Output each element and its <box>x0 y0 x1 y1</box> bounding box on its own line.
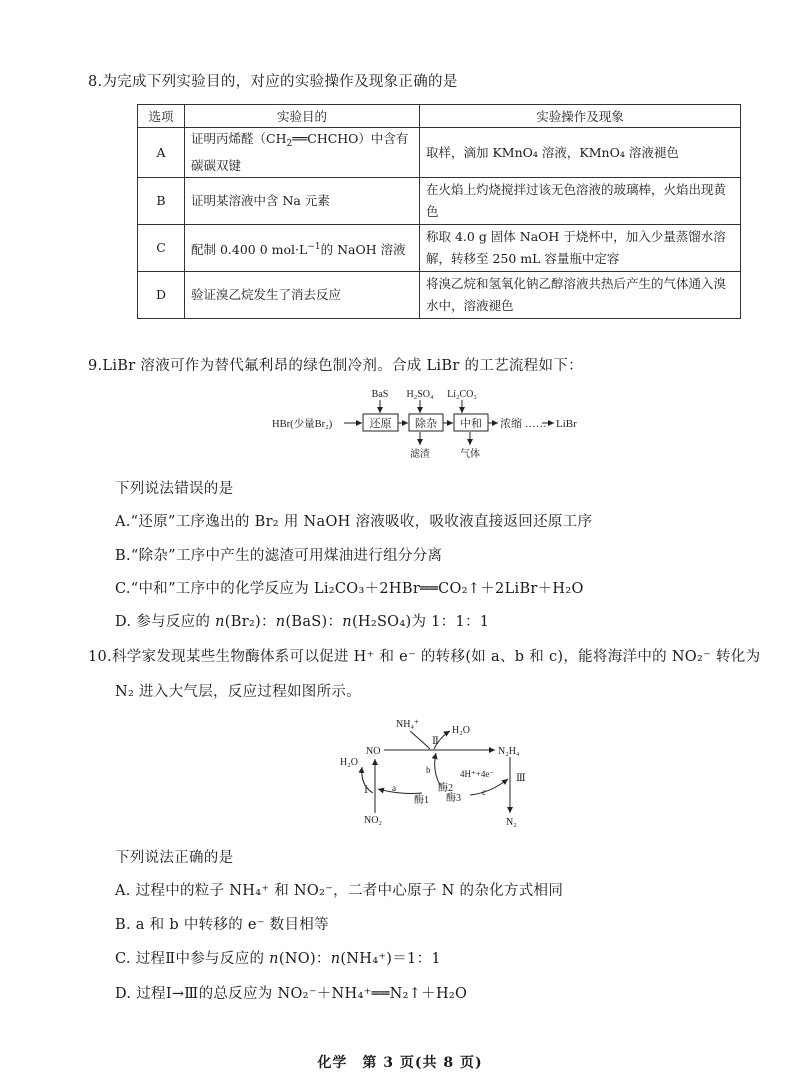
row-label: A <box>138 128 185 178</box>
table-row <box>138 178 741 225</box>
q10-reaction-diagram <box>330 715 550 830</box>
step-1-label: Ⅰ <box>364 785 368 796</box>
q10-option-d: D. 过程Ⅰ→Ⅲ的总反应为 NO₂⁻＋NH₄⁺══N₂↑＋H₂O <box>115 986 468 1002</box>
q8-table <box>137 104 741 319</box>
row-purpose: 证明某溶液中含 Na 元素 <box>185 178 420 225</box>
hplus-electrons: 4H⁺+4e⁻ <box>460 769 495 779</box>
row-purpose: 验证溴乙烷发生了消去反应 <box>185 272 420 319</box>
row-operation: 称取 4.0 g 固体 NaOH 于烧杯中，加入少量蒸馏水溶解，转移至 250 mL 容量瓶中定容 <box>420 225 741 272</box>
enzyme-1: 酶1 <box>414 795 429 806</box>
input-li2co3: Li₂CO₃ <box>447 389 477 400</box>
q10-option-a: A. 过程中的粒子 NH₄⁺ 和 NO₂⁻，二者中心原子 N 的杂化方式相同 <box>115 883 564 899</box>
species-no: NO <box>366 746 381 757</box>
species-n2: N₂ <box>506 817 517 828</box>
header-purpose: 实验目的 <box>185 105 420 128</box>
electron-b: b <box>426 765 431 775</box>
species-no2: NO₂ <box>364 815 382 826</box>
table-row <box>138 225 741 272</box>
q10-ask: 下列说法正确的是 <box>115 850 234 866</box>
species-n2h4: N₂H₄ <box>498 746 520 757</box>
row-operation: 在火焰上灼烧搅拌过该无色溶液的玻璃棒，火焰出现黄色 <box>420 178 741 225</box>
q9-ask: 下列说法错误的是 <box>115 481 234 497</box>
svg-text:还原: 还原 <box>369 418 392 430</box>
row-purpose: 证明丙烯醛$(CH_2══CHCHO)$中含有碳碳双键 <box>185 128 420 178</box>
q9-option-a: A.“还原”工序逸出的 Br₂ 用 NaOH 溶液吸收，吸收液直接返回还原工序 <box>115 514 593 530</box>
flow-start: HBr(少量Br₂) <box>272 419 333 430</box>
page-footer: 化学 第 3 页(共 8 页) <box>317 1055 483 1071</box>
svg-text:除杂: 除杂 <box>415 418 437 430</box>
species-h2o-top: H₂O <box>452 725 470 736</box>
q10-option-c: C. 过程Ⅱ中参与反应的 n(NO)：n(NH₄⁺)＝1：1 <box>115 951 441 967</box>
table-header-row <box>138 105 741 128</box>
row-operation: 取样，滴加 KMnO₄ 溶液，KMnO₄ 溶液褪色 <box>420 128 741 178</box>
output-residue: 滤渣 <box>410 449 430 460</box>
row-label: C <box>138 225 185 272</box>
q8-stem: 8.为完成下列实验目的，对应的实验操作及现象正确的是 <box>88 74 458 90</box>
row-label: D <box>138 272 185 319</box>
enzyme-2: 酶2 <box>438 783 453 794</box>
species-nh4: NH₄⁺ <box>396 719 420 730</box>
row-operation: 将溴乙烷和氢氧化钠乙醇溶液共热后产生的气体通入溴水中，溶液褪色 <box>420 272 741 319</box>
row-purpose: 配制 0.400 0 $mol\cdot L^{-1}$的 NaOH 溶液 <box>185 225 420 272</box>
input-bas: BaS <box>371 389 389 400</box>
electron-c: c <box>482 787 486 797</box>
flow-concentrate: 浓缩 …… <box>500 418 547 430</box>
q9-option-b: B.“除杂”工序中产生的滤渣可用煤油进行组分分离 <box>115 548 443 564</box>
q9-flow-diagram <box>270 385 600 465</box>
svg-text:中和: 中和 <box>460 418 482 430</box>
input-h2so4: H₂SO₄ <box>406 389 434 400</box>
output-gas: 气体 <box>460 449 480 460</box>
header-operation: 实验操作及现象 <box>420 105 741 128</box>
q10-stem-line2: N₂ 进入大气层，反应过程如图所示。 <box>115 684 362 700</box>
electron-a: a <box>392 783 396 793</box>
species-h2o-left: H₂O <box>340 757 358 768</box>
flow-end: LiBr <box>556 418 577 430</box>
step-3-label: Ⅲ <box>516 773 526 784</box>
enzyme-3: 酶3 <box>446 793 461 804</box>
q10-stem-line1: 10.科学家发现某些生物酶体系可以促进 H⁺ 和 e⁻ 的转移(如 a、b 和 c)，能将海洋中的 NO₂⁻ 转化为 <box>88 649 761 665</box>
table-row <box>138 272 741 319</box>
q9-stem: 9.LiBr 溶液可作为替代氟利昂的绿色制冷剂。合成 LiBr 的工艺流程如下： <box>88 358 583 374</box>
q9-option-d: D. 参与反应的 n(Br₂)：n(BaS)：n(H₂SO₄)为 1：1：1 <box>115 614 490 630</box>
step-2-label: Ⅱ <box>432 736 439 747</box>
row-label: B <box>138 178 185 225</box>
header-option: 选项 <box>138 105 185 128</box>
q10-option-b: B. a 和 b 中转移的 e⁻ 数目相等 <box>115 917 329 933</box>
table-row <box>138 128 741 178</box>
q9-option-c: C.“中和”工序中的化学反应为 Li₂CO₃＋2HBr══CO₂↑＋2LiBr＋H₂O <box>115 581 584 597</box>
